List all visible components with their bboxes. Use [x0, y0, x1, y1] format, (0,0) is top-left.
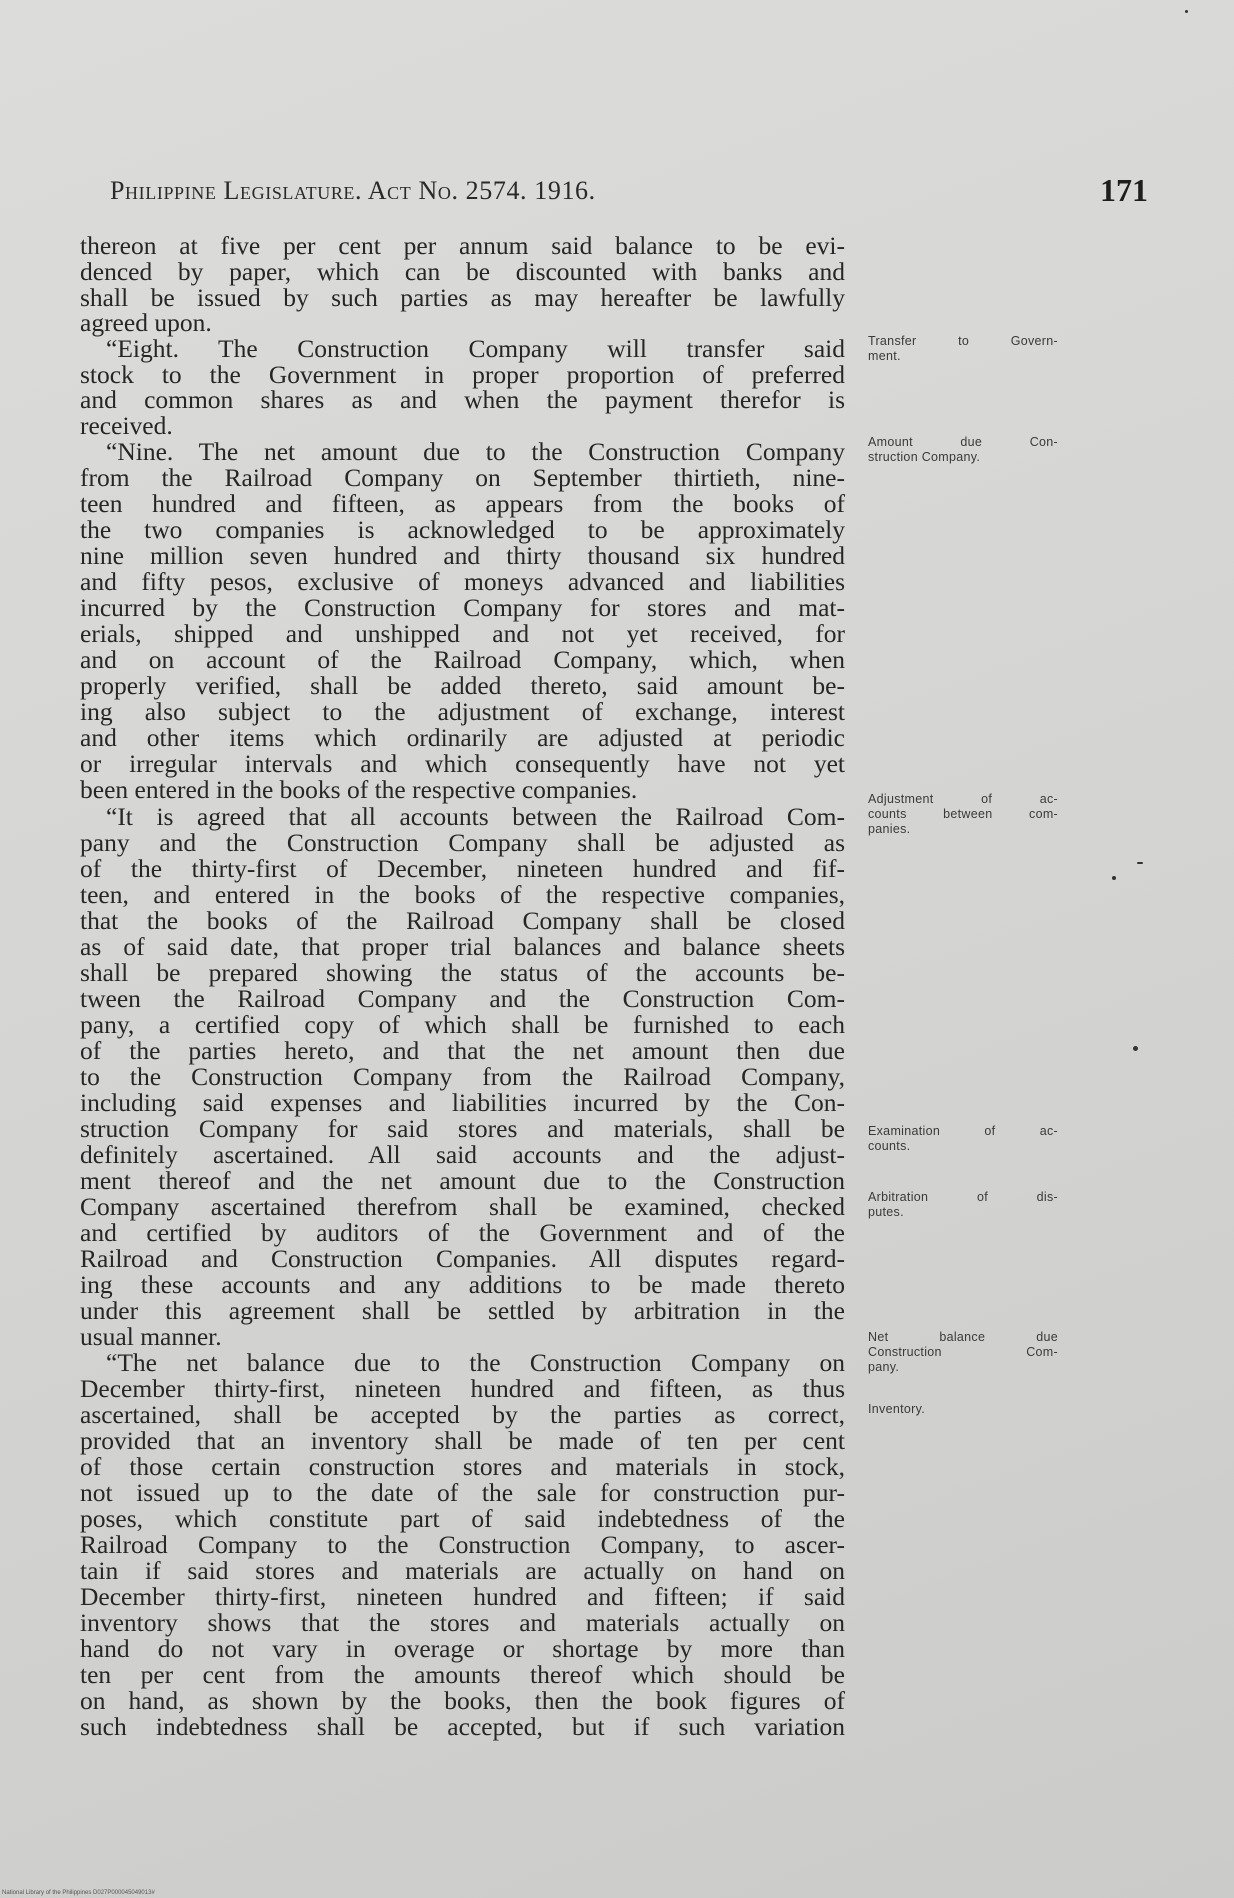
text-line: or irregular intervals and which consequently have not yet — [80, 750, 845, 778]
page-number: 171 — [1100, 172, 1148, 208]
text-line: thereon at five per cent per annum said balance to be evi- — [80, 232, 845, 260]
text-line: shall be prepared showing the status of the accounts be- — [80, 959, 845, 987]
text-line: “The net balance due to the Construction Company on — [106, 1349, 845, 1377]
text-line: of those certain construction stores and materials in stock, — [80, 1453, 845, 1481]
margin-note-line: Examination of ac- — [868, 1124, 1058, 1138]
text-line: as of said date, that proper trial balances and balance sheets — [80, 933, 845, 961]
margin-note-line: pany. — [868, 1360, 900, 1374]
margin-note-line: putes. — [868, 1205, 904, 1219]
scan-speck — [1112, 876, 1116, 880]
text-line: from the Railroad Company on September thirtieth, nine- — [80, 464, 845, 492]
margin-note-line: Transfer to Govern- — [868, 334, 1058, 348]
text-line: of the parties hereto, and that the net amount then due — [80, 1037, 845, 1065]
margin-note — [868, 1190, 1058, 1220]
text-line: Company ascertained therefrom shall be examined, checked — [80, 1193, 845, 1221]
text-line: shall be issued by such parties as may hereafter be lawfully — [80, 284, 845, 312]
text-line: teen hundred and fifteen, as appears from the books of — [80, 490, 845, 518]
text-line: denced by paper, which can be discounted with banks and — [80, 258, 845, 286]
text-line: and other items which ordinarily are adjusted at periodic — [80, 724, 845, 752]
text-line: pany, a certified copy of which shall be furnished to each — [80, 1011, 845, 1039]
text-line: ten per cent from the amounts thereof which should be — [80, 1661, 845, 1689]
text-line: ascertained, shall be accepted by the parties as correct, — [80, 1401, 845, 1429]
text-line: agreed upon. — [80, 309, 212, 337]
text-line: such indebtedness shall be accepted, but if such variation — [80, 1713, 845, 1741]
text-line: the two companies is acknowledged to be approximately — [80, 516, 845, 544]
text-line: hand do not vary in overage or shortage by more than — [80, 1635, 845, 1663]
margin-note-line: counts between com- — [868, 807, 1058, 821]
margin-note-line: Construction Com- — [868, 1345, 1058, 1359]
text-line: teen, and entered in the books of the respective companies, — [80, 881, 845, 909]
text-line: ment thereof and the net amount due to the Construction — [80, 1167, 845, 1195]
text-line: Railroad Company to the Construction Company, to ascer- — [80, 1531, 845, 1559]
text-line: that the books of the Railroad Company shall be closed — [80, 907, 845, 935]
text-line: “Eight. The Construction Company will transfer said — [106, 335, 845, 363]
text-line: to the Construction Company from the Railroad Company, — [80, 1063, 845, 1091]
text-line: of the thirty-first of December, nineteen hundred and fif- — [80, 855, 845, 883]
text-line: poses, which constitute part of said indebtedness of the — [80, 1505, 845, 1533]
text-line: been entered in the books of the respective companies. — [80, 776, 638, 804]
text-line: “Nine. The net amount due to the Construction Company — [106, 438, 845, 466]
margin-note-line: Arbitration of dis- — [868, 1190, 1058, 1204]
text-line: struction Company for said stores and materials, shall be — [80, 1115, 845, 1143]
text-line: “It is agreed that all accounts between the Railroad Com- — [106, 803, 845, 831]
text-line: incurred by the Construction Company for stores and mat- — [80, 594, 845, 622]
margin-note-line: Inventory. — [868, 1402, 925, 1416]
margin-note-line: Net balance due — [868, 1330, 1058, 1344]
text-line: received. — [80, 412, 173, 440]
text-line: tween the Railroad Company and the Construction Com- — [80, 985, 845, 1013]
text-line: ing these accounts and any additions to be made thereto — [80, 1271, 845, 1299]
text-line: usual manner. — [80, 1323, 222, 1351]
text-line: provided that an inventory shall be made of ten per cent — [80, 1427, 845, 1455]
margin-note — [868, 334, 1058, 364]
text-line: nine million seven hundred and thirty thousand six hundred — [80, 542, 845, 570]
text-line: tain if said stores and materials are actually on hand on — [80, 1557, 845, 1585]
margin-note-line: struction Company. — [868, 450, 981, 464]
text-line: and common shares as and when the payment therefor is — [80, 386, 845, 414]
scan-speck — [1137, 862, 1143, 864]
text-line: not issued up to the date of the sale for construction pur- — [80, 1479, 845, 1507]
margin-note — [868, 1402, 1058, 1417]
scan-speck — [1185, 10, 1188, 13]
text-line: and on account of the Railroad Company, which, when — [80, 646, 845, 674]
text-line: inventory shows that the stores and materials actually on — [80, 1609, 845, 1637]
running-header: Philippine Legislature. Act No. 2574. 1916. — [110, 176, 596, 205]
scan-speck — [1133, 1046, 1138, 1051]
margin-note — [868, 792, 1058, 837]
text-line: December thirty-first, nineteen hundred and fifteen; if said — [80, 1583, 845, 1611]
margin-note — [868, 1330, 1058, 1375]
text-line: Railroad and Construction Companies. All disputes regard- — [80, 1245, 845, 1273]
text-line: and certified by auditors of the Government and of the — [80, 1219, 845, 1247]
text-line: pany and the Construction Company shall be adjusted as — [80, 829, 845, 857]
text-line: December thirty-first, nineteen hundred and fifteen, as thus — [80, 1375, 845, 1403]
margin-note — [868, 1124, 1058, 1154]
text-line: stock to the Government in proper proportion of preferred — [80, 361, 845, 389]
text-line: and fifty pesos, exclusive of moneys advanced and liabilities — [80, 568, 845, 596]
text-line: properly verified, shall be added thereto, said amount be- — [80, 672, 845, 700]
text-line: ing also subject to the adjustment of exchange, interest — [80, 698, 845, 726]
margin-note-line: counts. — [868, 1139, 911, 1153]
text-line: erials, shipped and unshipped and not yet received, for — [80, 620, 845, 648]
margin-note-line: panies. — [868, 822, 911, 836]
margin-note-line: Amount due Con- — [868, 435, 1058, 449]
text-line: definitely ascertained. All said accounts and the adjust- — [80, 1141, 845, 1169]
footer-source-credit: National Library of the Philippines D027P000045049013# — [2, 1890, 155, 1896]
margin-note-line: Adjustment of ac- — [868, 792, 1058, 806]
text-line: including said expenses and liabilities incurred by the Con- — [80, 1089, 845, 1117]
margin-note-line: ment. — [868, 349, 901, 363]
margin-note — [868, 435, 1058, 465]
text-line: on hand, as shown by the books, then the book figures of — [80, 1687, 845, 1715]
text-line: under this agreement shall be settled by arbitration in the — [80, 1297, 845, 1325]
